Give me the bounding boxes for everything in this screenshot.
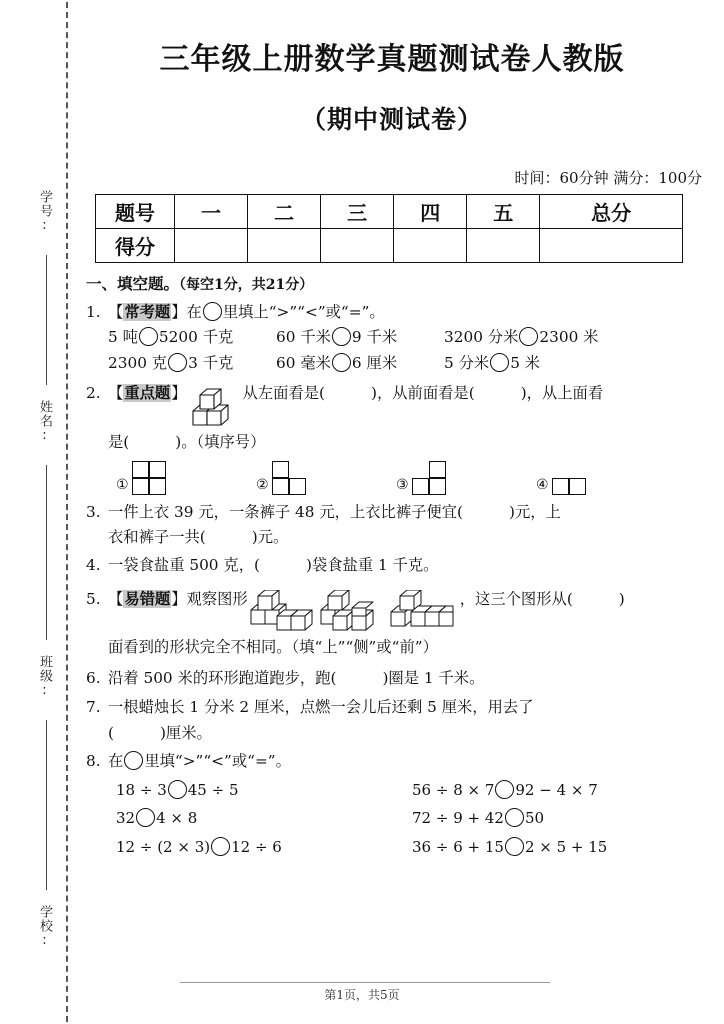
question-6-number: 6. [86,669,101,688]
cube-figure-a-q5 [249,590,317,634]
page-subtitle: （期中测试卷） [300,105,483,134]
math-left: 12 ÷ (2 × 3) [116,837,211,856]
question-6-line1b: )圈是 1 千米。 [382,669,485,688]
question-1-tag: 常考题 [124,302,171,321]
question-3-line1: 一件上衣 39 元，一条裤子 48 元，上衣比裤子便宜( [108,502,463,521]
compare-circle-icon[interactable] [505,808,524,827]
question-1-number: 1. [86,302,101,321]
option-2-label: ② [256,476,269,493]
math-right: 2 × 5 + 15 [524,837,608,856]
question-8-row-1 [86,779,708,802]
question-1-row-1 [86,326,708,350]
compare-left: 2300 克 [108,354,168,373]
shape-l-left-icon [272,461,308,497]
question-5-text-c: ) [618,589,625,608]
question-5-text-b: ，这三个图形从( [459,589,573,608]
question-2-options [86,461,708,497]
question-1-row-2 [86,352,708,376]
margin-label-name: 姓名: [37,400,52,444]
question-3-line2 [86,526,708,550]
question-5 [86,588,708,634]
compare-item [276,326,444,350]
score-cell-1[interactable] [175,229,248,263]
score-cell-5[interactable] [467,229,540,263]
math-compare-item [412,807,708,830]
question-5-number: 5. [86,589,101,608]
margin-label-student-id: 学号: [37,190,52,234]
score-table-col-4: 四 [394,195,467,229]
math-left: 32 [116,809,136,828]
compare-circle-icon[interactable] [490,353,509,372]
compare-circle-icon[interactable] [211,837,230,856]
score-table-header-label: 题号 [96,195,175,229]
question-3-line2-b: )元。 [251,528,289,547]
cube-figure-b-q5 [319,590,387,634]
exam-content [86,272,708,864]
score-table-col-1: 一 [175,195,248,229]
question-5-text-a: 观察图形 [186,589,248,608]
question-3-line2-a: 衣和裤子一共( [108,528,206,547]
compare-circle-icon[interactable] [168,353,187,372]
option-4[interactable] [536,475,676,497]
compare-item [108,352,276,376]
bracket-open: 【 [108,589,124,608]
compare-right: 3 千克 [188,354,234,373]
question-5-tag: 易错题 [124,589,171,608]
math-left: 18 ÷ 3 [116,781,167,800]
margin-label-school: 学校: [37,905,52,949]
question-2-text-c: )，从上面看 [520,383,604,402]
score-table-col-3: 三 [321,195,394,229]
score-cell-2[interactable] [248,229,321,263]
score-cell-4[interactable] [394,229,467,263]
math-right: 4 × 8 [156,809,198,828]
question-1 [86,301,708,325]
bracket-open: 【 [108,383,124,402]
question-2-tag: 重点题 [124,383,171,402]
question-2 [86,382,708,429]
option-3[interactable] [396,461,536,497]
question-7-number: 7. [86,698,101,717]
question-7-line2 [86,722,708,746]
bracket-close: 】 [171,589,187,608]
math-right: 92 − 4 × 7 [515,781,598,800]
score-table [95,194,683,263]
score-table-col-5: 五 [467,195,540,229]
compare-circle-icon[interactable] [168,780,187,799]
question-2-line2-b: )。（填序号） [175,432,266,451]
compare-left: 5 吨 [108,328,138,347]
math-left: 56 ÷ 8 × 7 [412,781,495,800]
question-7-line1: 一根蜡烛长 1 分米 2 厘米，点燃一会儿后还剩 5 厘米，用去了 [108,698,534,717]
math-compare-item [116,807,412,830]
compare-left: 60 毫米 [276,354,331,373]
compare-circle-icon[interactable] [519,327,538,346]
math-compare-item [116,836,412,859]
math-right: 45 ÷ 5 [187,781,239,800]
compare-item [108,326,276,350]
question-6-line1: 沿着 500 米的环形跑道跑步，跑( [108,669,337,688]
margin-rule-2 [46,465,47,640]
table-row [96,229,683,263]
page-footer: 第1页，共5页 [324,988,400,1002]
question-2-line2-a: 是( [108,432,130,451]
section-heading-main: 一、填空题。 [86,274,180,293]
question-7 [86,696,708,720]
compare-right: 2300 米 [539,328,599,347]
question-7-line2-b: )厘米。 [159,723,212,742]
math-compare-item [412,779,708,802]
section-heading-fill-blanks [86,272,708,297]
compare-left: 60 千米 [276,328,331,347]
math-left: 72 ÷ 9 + 42 [412,809,504,828]
compare-right: 5 米 [510,354,541,373]
margin-dashed-divider [66,2,68,1022]
question-8-prompt-b: 里填“>”“<”或“=”。 [144,752,291,771]
question-4-line1: 一袋食盐重 500 克，( [108,555,260,574]
question-4-line1b: )袋食盐重 1 千克。 [305,555,439,574]
exam-time-info: 时间：60分钟 满分：100分 [514,169,702,187]
compare-circle-icon[interactable] [136,808,155,827]
compare-right: 9 千米 [351,328,398,347]
question-8-row-3 [86,836,708,859]
question-1-prompt-rest: 里填上“>”“<”或“=”。 [222,302,385,321]
compare-item [276,352,444,376]
compare-circle-icon[interactable] [139,327,158,346]
shape-row-1x2-icon [552,478,588,497]
margin-rule-3 [46,720,47,890]
question-2-text-b: )，从前面看是( [370,383,475,402]
cube-stack-figure-q2 [189,387,241,429]
compare-item [444,352,640,376]
math-right: 50 [524,809,545,828]
compare-right: 5200 千克 [158,328,234,347]
option-1-label: ① [116,476,129,493]
bracket-open: 【 [108,302,124,321]
question-2-text-a: 从左面看是( [242,383,325,402]
question-8-prompt-a: 在 [108,752,124,771]
math-compare-item [412,836,708,859]
page-title: 三年级上册数学真题测试卷人教版 [159,42,625,77]
footer-divider [180,982,550,983]
score-table-row-label-score: 得分 [96,229,175,263]
question-8-row-2 [86,807,708,830]
compare-left: 5 分米 [444,354,490,373]
option-4-label: ④ [536,476,549,493]
left-margin [0,0,78,1024]
compare-item [444,326,640,350]
compare-circle-icon[interactable] [124,751,143,770]
question-8 [86,750,708,774]
math-left: 36 ÷ 6 + 15 [412,837,504,856]
compare-circle-icon[interactable] [505,837,524,856]
score-table-col-2: 二 [248,195,321,229]
question-2-number: 2. [86,383,101,402]
score-cell-3[interactable] [321,229,394,263]
compare-left: 3200 分米 [444,328,519,347]
compare-circle-icon[interactable] [203,302,222,321]
option-3-label: ③ [396,476,409,493]
margin-label-class: 班级: [37,655,52,699]
question-3-line1b: )元，上 [509,502,561,521]
question-4-number: 4. [86,555,101,574]
question-1-prompt-open: 】在 [171,302,202,321]
cube-figure-c-q5 [389,590,459,634]
option-1[interactable] [116,461,256,497]
compare-circle-icon[interactable] [332,353,351,372]
compare-circle-icon[interactable] [332,327,351,346]
option-2[interactable] [256,461,396,497]
table-row [96,195,683,229]
margin-rule-1 [46,255,47,385]
math-compare-item [116,779,412,802]
question-2-line2 [86,431,708,455]
bracket-close: 】 [171,383,187,402]
question-4 [86,554,708,578]
score-cell-total[interactable] [540,229,683,263]
question-5-line2: 面看到的形状完全不相同。（填“上”“侧”或“前”） [108,637,438,656]
question-3-number: 3. [86,502,101,521]
compare-circle-icon[interactable] [495,780,514,799]
shape-square-2x2-icon [132,461,168,497]
question-3 [86,501,708,525]
question-6 [86,667,708,691]
question-8-number: 8. [86,752,101,771]
question-7-line2-a: ( [108,723,114,742]
math-right: 12 ÷ 6 [231,837,282,856]
shape-l-right-icon [412,461,448,497]
score-table-col-total: 总分 [540,195,683,229]
compare-right: 6 厘米 [351,354,398,373]
section-heading-sub: （每空1分，共21分） [179,277,314,293]
